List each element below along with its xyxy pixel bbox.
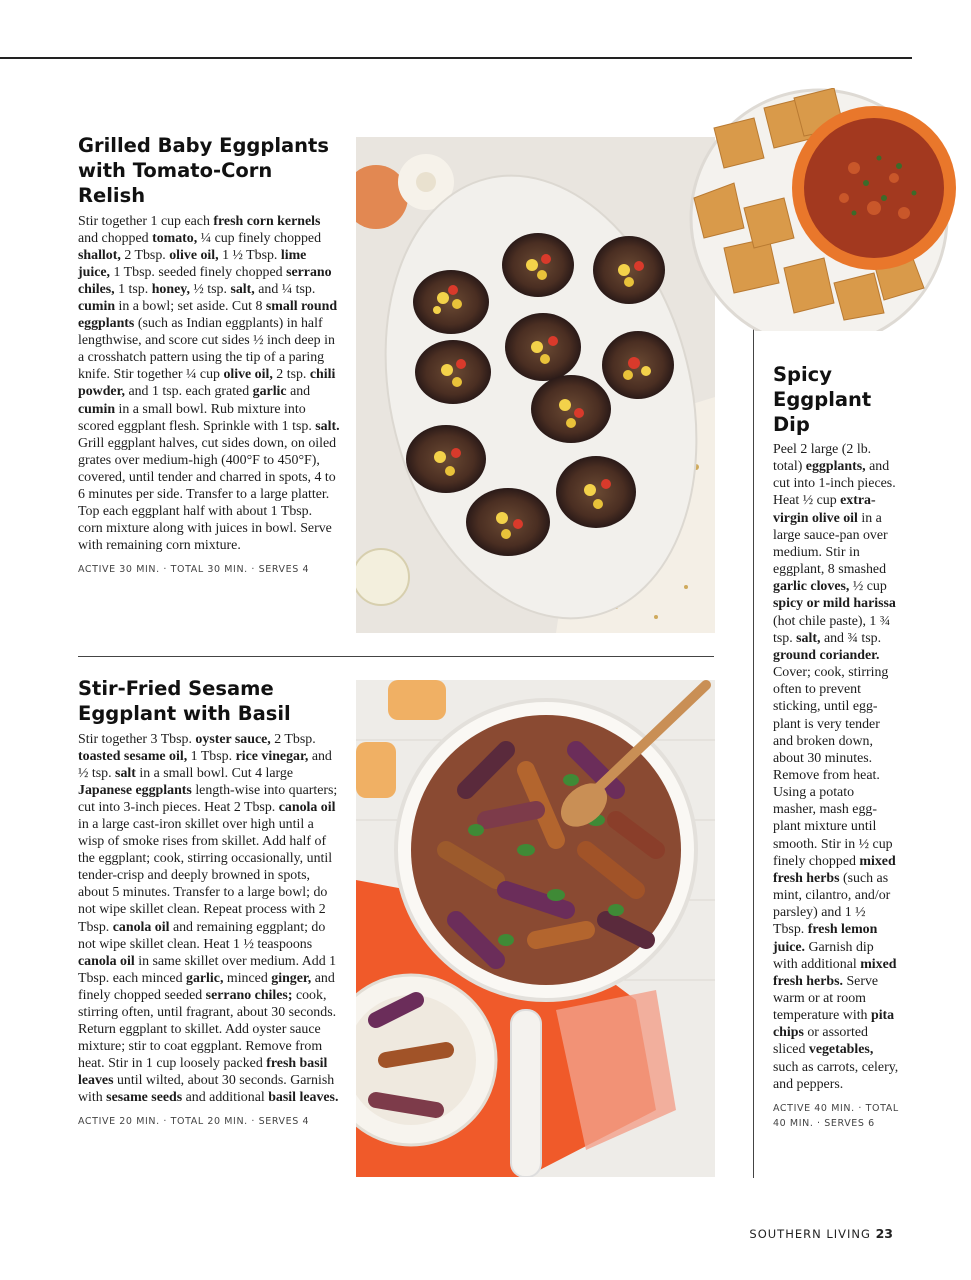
recipe-meta: ACTIVE 20 MIN. · TOTAL 20 MIN. · SERVES 4 [78,1116,310,1128]
ingredient-emphasis: ground coriander. [773,647,880,663]
ingredient-emphasis: fresh lemon juice. [773,922,878,955]
ingredient-emphasis: shallot, [78,248,121,264]
recipe-grilled-baby-eggplants [78,133,340,575]
column-divider [753,323,754,1178]
ingredient-emphasis: salt. [315,418,340,434]
ingredient-emphasis: serrano chiles; [205,987,293,1003]
ingredient-emphasis: cumin [78,401,116,417]
ingredient-emphasis: garlic cloves, [773,579,850,595]
recipe-meta: ACTIVE 30 MIN. · TOTAL 30 MIN. · SERVES 4 [78,563,310,575]
recipe-instructions: Stir together 3 Tbsp. oyster sauce, 2 Tbsp. toasted sesame oil, 1 Tbsp. rice vinegar, and ½ tsp. salt in a small bowl. Cut 4 large Japanese eggplants length-wise into quarters; cut into 3-inch pieces. Heat 2 Tbsp. canola oil in a large cast-iron skillet over high until a wisp of smoke rises from skillet. Add half of the eggplant; cook, stirring occasionally, until tender-crisp and deeply browned in spots, about 5 minutes. Transfer to a large bowl; do not wipe skillet clean. Repeat process with 2 Tbsp. canola oil and remaining eggplant; do not wipe skillet clean. Heat 1 ½ teaspoons canola oil in same skillet over medium. Add 1 Tbsp. each minced garlic, minced ginger, and finely chopped seeded serrano chiles; cook, stirring often, until fragrant, about 30 seconds. Return eggplant to skillet. Add oyster sauce mixture; stir to coat eggplant. Remove from heat. Stir in 1 cup loosely packed fresh basil leaves until wilted, about 30 seconds. Garnish with sesame seeds and additional basil leaves. [78,732,339,1105]
page-number: 23 [875,1226,893,1241]
ingredient-emphasis: canola oil [78,953,135,969]
ingredient-emphasis: canola oil [112,919,170,935]
ingredient-emphasis: oyster sauce, [195,732,271,747]
ingredient-emphasis: mixed fresh herbs. [773,956,897,989]
recipe-title: Grilled Baby Eggplants with Tomato-Corn Relish [78,134,329,207]
ingredient-emphasis: tomato, [152,231,198,247]
recipe-title: Stir-Fried Sesame Eggplant with Basil [78,677,291,725]
ingredient-emphasis: toasted sesame oil, [78,749,188,765]
recipe-instructions: Stir together 1 cup each fresh corn kernels and chopped tomato, ¼ cup finely chopped shallot, 2 Tbsp. olive oil, 1 ½ Tbsp. lime juice, 1 Tbsp. seeded finely chopped serrano chiles, 1 tsp. honey, ½ tsp. salt, and ¼ tsp. cumin in a bowl; set aside. Cut 8 small round eggplants (such as Indian eggplants) in half lengthwise, and score cut sides ½ inch deep in a crosshatch pattern using the tip of a paring knife. Stir together ¼ cup olive oil, 2 tsp. chili powder, and 1 tsp. each grated garlic and cumin in a small bowl. Rub mixture into scored eggplant flesh. Sprinkle with 1 tsp. salt. Grill eggplant halves, cut sides down, on oiled grates over medium-high (400°F to 450°F), covered, until tender and charred in spots, 4 to 6 minutes per side. Transfer to a large platter. Top each eggplant half with about 1 Tbsp. corn mixture along with juices in bowl. Serve with remaining corn mixture. [78,214,340,553]
ingredient-emphasis: garlic [252,384,287,400]
ingredient-emphasis: sesame seeds [106,1089,183,1105]
ingredient-emphasis: spicy or mild harissa [773,596,896,612]
ingredient-emphasis: Japanese eggplants [78,783,192,799]
ingredient-emphasis: extra-virgin olive oil [773,493,876,526]
ingredient-emphasis: lime juice, [78,248,307,281]
ingredient-emphasis: salt, [230,282,255,298]
section-divider [78,656,714,657]
ingredient-emphasis: pita chips [773,1008,895,1041]
ingredient-emphasis: olive oil, [223,367,273,383]
ingredient-emphasis: eggplants, [805,459,866,475]
recipe-title: Spicy Eggplant Dip [773,363,872,436]
ingredient-emphasis: chili powder, [78,367,336,400]
ingredient-emphasis: serrano chiles, [78,265,332,298]
ingredient-emphasis: salt, [796,630,821,646]
magazine-name: SOUTHERN LIVING [749,1227,871,1241]
ingredient-emphasis: mixed fresh herbs [773,853,896,886]
eggplant-dip-photo [684,88,971,331]
ingredient-emphasis: canola oil [278,800,336,816]
ingredient-emphasis: salt [115,766,136,782]
ingredient-emphasis: vegetables, [808,1042,874,1058]
ingredient-emphasis: small round eggplants [78,299,338,332]
recipe-spicy-eggplant-dip [773,362,899,1131]
ingredient-emphasis: honey, [151,282,190,298]
ingredient-emphasis: fresh corn kernels [213,214,321,229]
ingredient-emphasis: garlic, [186,970,224,986]
stir-fried-eggplant-photo [356,680,715,1177]
ingredient-emphasis: fresh basil leaves [78,1055,328,1088]
recipe-stir-fried-sesame-eggplant [78,676,340,1127]
page-footer [749,1226,893,1241]
ingredient-emphasis: olive oil, [169,248,219,264]
ingredient-emphasis: basil leaves. [268,1089,339,1105]
grilled-eggplant-photo [356,137,715,633]
ingredient-emphasis: rice vinegar, [235,749,309,765]
ingredient-emphasis: ginger, [271,970,312,986]
ingredient-emphasis: cumin [78,299,116,315]
recipe-meta: ACTIVE 40 MIN. · TOTAL 40 MIN. · SERVES 6 [773,1102,899,1129]
recipe-instructions: Peel 2 large (2 lb. total) eggplants, and cut into 1-inch pieces. Heat ½ cup extra-virgin olive oil in a large sauce-pan over medium. Stir in eggplant, 8 smashed garlic cloves, ½ cup spicy or mild harissa (hot chile paste), 1 ¾ tsp. salt, and ¾ tsp. ground coriander. Cover; cook, stirring often to prevent sticking, until egg-plant is very tender and broken down, about 30 minutes. Remove from heat. Using a potato masher, mash egg-plant mixture until smooth. Stir in ½ cup finely chopped mixed fresh herbs (such as mint, cilantro, and/or parsley) and 1 ½ Tbsp. fresh lemon juice. Garnish dip with additional mixed fresh herbs. Serve warm or at room temperature with pita chips or assorted sliced vegetables, such as carrots, celery, and peppers. [773,442,899,1092]
top-rule [0,57,912,59]
